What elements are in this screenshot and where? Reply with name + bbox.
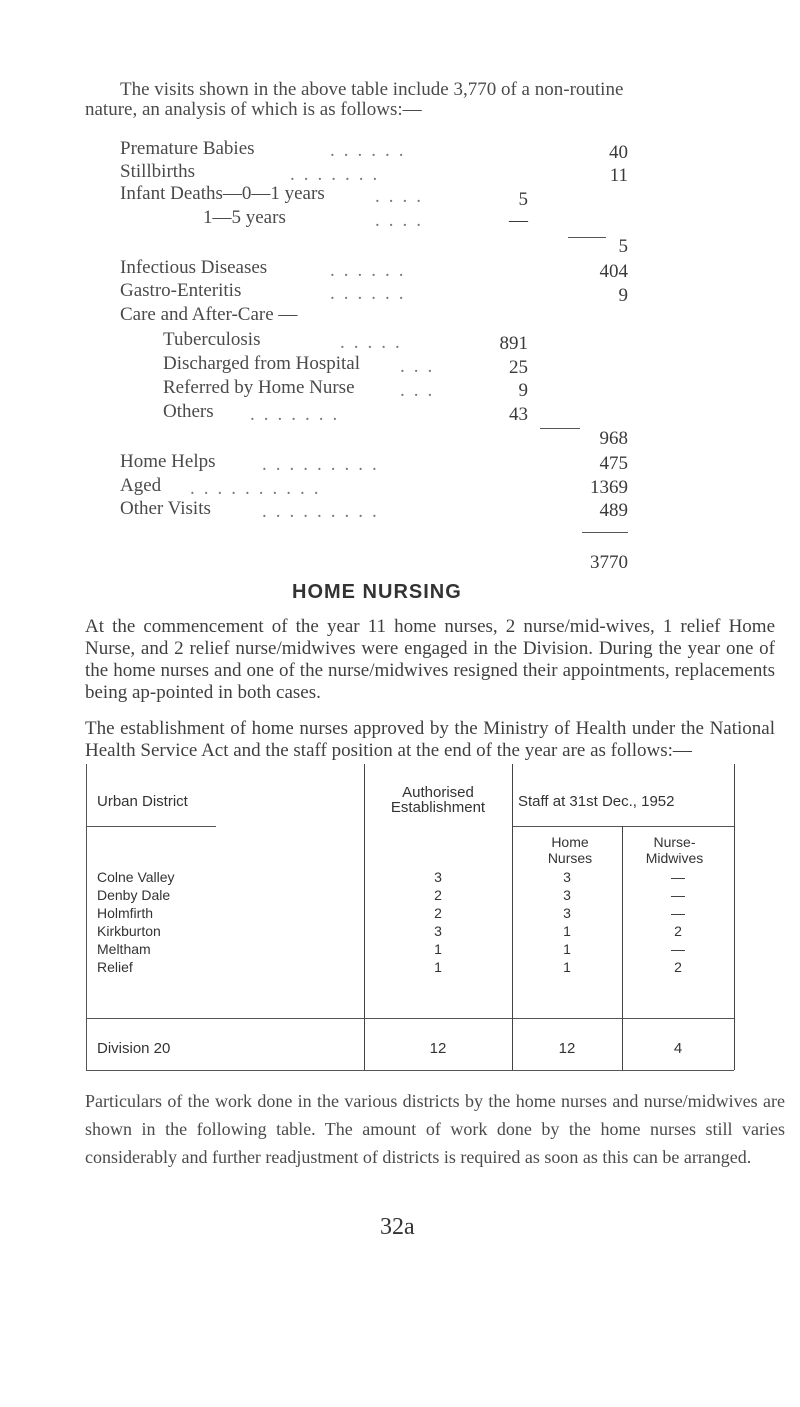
row-subvalue: 25 [509, 357, 528, 378]
leader-dots: ... [400, 356, 442, 377]
list-item: Other Visits [120, 498, 211, 519]
leader-dots: ..... [340, 332, 409, 353]
leader-dots: ....... [290, 164, 387, 185]
row-value: 968 [599, 428, 628, 449]
section-heading: HOME NURSING [292, 581, 462, 603]
row-value: 9 [618, 285, 628, 306]
leader-dots: ....... [250, 404, 347, 425]
cell-nurse-midwives: — [671, 869, 685, 885]
leader-dots: ......... [262, 501, 386, 522]
row-value: 5 [618, 236, 628, 257]
cell-authorised: 3 [434, 923, 442, 939]
list-item: Home Helps [120, 451, 216, 472]
header-urban-district: Urban District [97, 793, 188, 810]
list-item: Gastro-Enteritis [120, 280, 242, 301]
table-header-rule [86, 826, 216, 827]
row-subvalue: 43 [509, 404, 528, 425]
cell-district: Meltham [97, 941, 151, 957]
row-value: 475 [599, 453, 628, 474]
paragraph-commencement: At the commencement of the year 11 home nurses, 2 nurse/mid-wives, 1 relief Home Nurse, and 2 relief nurse/midwives were engaged in the Division. During the year one of the home nurses and one of the nurse/midwives resigned their appointments, replacements being ap-pointed in both cases. [85, 616, 775, 703]
row-value: 40 [609, 142, 628, 163]
row-subvalue: 5 [518, 189, 528, 210]
cell-home-nurses: 1 [563, 923, 571, 939]
list-item: 1—5 years [203, 207, 286, 228]
table-total-rule [86, 1018, 734, 1019]
leader-dots: .... [375, 210, 430, 231]
cell-authorised: 3 [434, 869, 442, 885]
subtotal-rule [540, 428, 580, 429]
cell-nurse-midwives: — [671, 941, 685, 957]
list-item [120, 138, 255, 160]
cell-home-nurses: 3 [563, 869, 571, 885]
row-value: 404 [599, 261, 628, 282]
total-district: Division 20 [97, 1040, 171, 1057]
row-subvalue: 9 [518, 380, 528, 401]
page-number: 32a [380, 1214, 415, 1240]
list-item: Discharged from Hospital [163, 353, 360, 374]
cell-district: Denby Dale [97, 887, 171, 903]
header-home-nurses: Home Nurses [547, 834, 593, 866]
table-border-right [734, 764, 735, 1070]
cell-district: Colne Valley [97, 869, 175, 885]
total-authorised: 12 [429, 1040, 447, 1057]
header-nurse-midwives: Nurse-Midwives [645, 834, 704, 866]
cell-nurse-midwives: — [671, 887, 685, 903]
leader-dots: ......... [262, 454, 386, 475]
leader-dots: ...... [330, 260, 413, 281]
list-item: Care and After-Care — [120, 304, 298, 325]
list-item: Referred by Home Nurse [163, 377, 355, 398]
list-item: Infectious Diseases [120, 257, 268, 278]
list-item: Infant Deaths—0—1 years [120, 183, 325, 204]
row-value: 1369 [590, 477, 628, 498]
cell-authorised: 2 [434, 887, 442, 903]
cell-district: Relief [97, 959, 133, 975]
leader-dots: ...... [330, 283, 413, 304]
list-item: Others [163, 401, 214, 422]
cell-district: Kirkburton [97, 923, 161, 939]
cell-home-nurses: 1 [563, 959, 571, 975]
list-item: Aged [120, 475, 162, 496]
total-nurse-midwives: 4 [673, 1040, 683, 1057]
visits-total: 3770 [590, 552, 628, 573]
cell-nurse-midwives: 2 [674, 923, 682, 939]
intro-line-2: nature, an analysis of which is as follows:— [85, 99, 422, 120]
row-subvalue: — [509, 210, 528, 231]
paragraph-particulars: Particulars of the work done in the various districts by the home nurses and nurse/midwives are shown in the following table. The amount of work done by the home nurses still varies considerably and further readjustment of districts is required as soon as this can be arranged. [85, 1091, 785, 1167]
cell-authorised: 1 [434, 959, 442, 975]
total-rule [582, 532, 628, 533]
cell-nurse-midwives: 2 [674, 959, 682, 975]
cell-district: Holmfirth [97, 905, 154, 921]
list-item: Stillbirths [120, 161, 195, 182]
cell-authorised: 2 [434, 905, 442, 921]
row-value: 489 [599, 500, 628, 521]
row-label: Premature Babies [120, 138, 255, 159]
intro-line-1: The visits shown in the above table include 3,770 of a non-routine [120, 79, 624, 100]
leader-dots: .... [375, 186, 430, 207]
cell-home-nurses: 3 [563, 887, 571, 903]
table-border-left [86, 764, 87, 1070]
list-item: Tuberculosis [163, 329, 261, 350]
paragraph-establishment: The establishment of home nurses approved by the Ministry of Health under the National Health Service Act and the staff position at the end of the year are as follows:— [85, 718, 775, 761]
header-authorised: Authorised Establishment [390, 784, 486, 816]
header-staff: Staff at 31st Dec., 1952 [518, 793, 675, 810]
total-home-nurses: 12 [558, 1040, 576, 1057]
cell-home-nurses: 3 [563, 905, 571, 921]
leader-dots: ...... [330, 140, 413, 161]
leader-dots: .......... [190, 478, 328, 499]
row-subvalue: 891 [499, 333, 528, 354]
row-value: 11 [609, 165, 628, 186]
cell-home-nurses: 1 [563, 941, 571, 957]
cell-nurse-midwives: — [671, 905, 685, 921]
table-header-rule [513, 826, 734, 827]
table-border-bottom [86, 1070, 734, 1071]
cell-authorised: 1 [434, 941, 442, 957]
leader-dots: ... [400, 380, 442, 401]
